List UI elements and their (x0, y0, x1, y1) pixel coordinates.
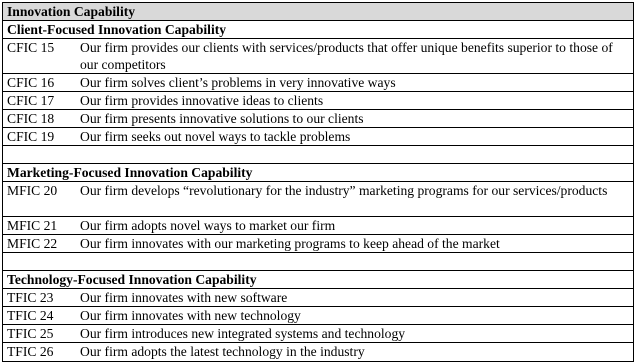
table-row (3, 74, 633, 92)
table-row (3, 182, 633, 217)
item-text: Our firm introduces new integrated systems and technology (80, 326, 406, 341)
item-code: CFIC 15 (7, 40, 55, 55)
item-code: TFIC 26 (7, 344, 54, 359)
item-text: Our firm develops “revolutionary for the industry” marketing programs for our services/products (80, 183, 608, 198)
item-code: CFIC 16 (7, 75, 55, 90)
item-text: Our firm innovates with new software (80, 290, 288, 305)
table-row (3, 307, 633, 325)
item-text: Our firm seeks out novel ways to tackle problems (80, 129, 351, 144)
spacer-row (3, 146, 633, 164)
table-row (3, 39, 633, 74)
section-heading-technology: Technology-Focused Innovation Capability (3, 271, 633, 289)
item-text: Our firm provides innovative ideas to clients (80, 93, 324, 108)
table-row (3, 325, 633, 343)
table-row (3, 110, 633, 128)
item-code: MFIC 21 (7, 218, 58, 233)
item-code: MFIC 20 (7, 183, 58, 198)
item-text: Our firm presents innovative solutions to our clients (80, 111, 364, 126)
table-row (3, 289, 633, 307)
item-code: MFIC 22 (7, 236, 58, 251)
item-code: CFIC 19 (7, 129, 55, 144)
table-title: Innovation Capability (3, 3, 633, 21)
table-row (3, 235, 633, 253)
table-row (3, 128, 633, 146)
item-text: Our firm provides our clients with services/products that offer unique benefits superior to those of our competitors (80, 40, 613, 72)
item-code: CFIC 18 (7, 111, 55, 126)
section-heading-marketing: Marketing-Focused Innovation Capability (3, 164, 633, 182)
item-text: Our firm solves client’s problems in very innovative ways (80, 75, 396, 90)
item-code: CFIC 17 (7, 93, 55, 108)
item-text: Our firm adopts the latest technology in the industry (80, 344, 365, 359)
section-heading-client: Client-Focused Innovation Capability (3, 21, 633, 39)
table-row (3, 92, 633, 110)
item-code: TFIC 25 (7, 326, 54, 341)
item-text: Our firm innovates with new technology (80, 308, 301, 323)
table-row (3, 217, 633, 235)
innovation-capability-table (2, 2, 634, 362)
item-code: TFIC 24 (7, 308, 54, 323)
table-row (3, 343, 633, 361)
item-code: TFIC 23 (7, 290, 54, 305)
item-text: Our firm innovates with our marketing programs to keep ahead of the market (80, 236, 500, 251)
item-text: Our firm adopts novel ways to market our firm (80, 218, 336, 233)
spacer-row (3, 253, 633, 271)
